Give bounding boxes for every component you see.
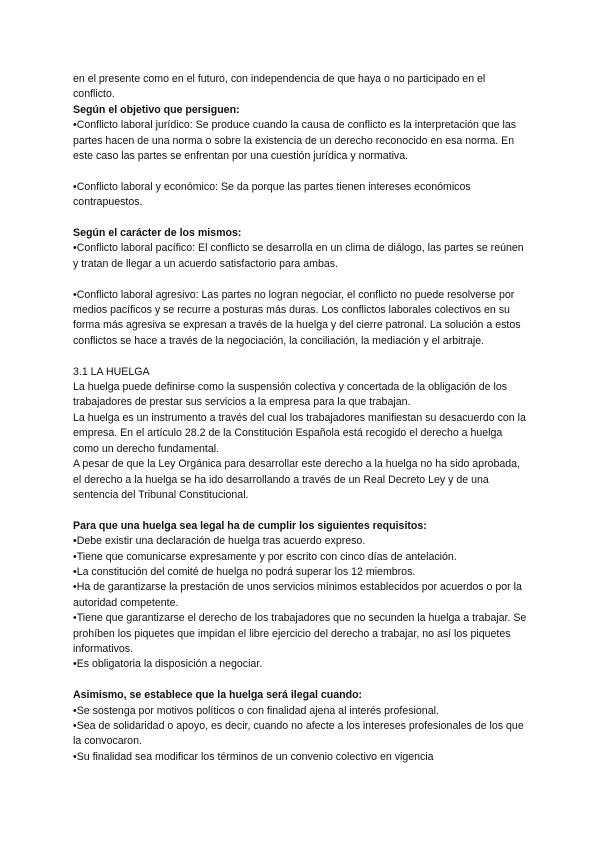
huelga-paragraph-1: La huelga puede definirse como la suspensión colectiva y concertada de la obligación de los trabajadores de prestar sus servicios a la empresa para la que trabajan. bbox=[73, 381, 508, 409]
list-item-requisito: •Tiene que comunicarse expresamente y por escrito con cinco días de antelación. bbox=[73, 550, 457, 563]
list-item-ilegal: •Sea de solidaridad o apoyo, es decir, cuando no afecte a los intereses profesionales de los que la convocaron. bbox=[73, 719, 524, 748]
spacer bbox=[73, 164, 530, 179]
spacer bbox=[73, 211, 530, 226]
spacer bbox=[73, 349, 530, 364]
huelga-paragraph-3: A pesar de que la Ley Orgánica para desarrollar este derecho a la huelga no ha sido aprobada, el derecho a la huelga se ha ido desarrollando a través de un Real Decreto Ley y de una sentencia del Tribunal Constitucional. bbox=[73, 458, 521, 501]
section-title-huelga: 3.1 LA HUELGA bbox=[73, 365, 150, 378]
list-item-requisito: •Es obligatoria la disposición a negociar. bbox=[73, 658, 263, 671]
item-conflicto-pacifico: •Conflicto laboral pacífico: El conflicto se desarrolla en un clima de diálogo, las partes se reúnen y tratan de llegar a un acuerdo satisfactorio para ambas. bbox=[73, 242, 524, 270]
list-item-ilegal: •Su finalidad sea modificar los términos de un convenio colectivo en vigencia bbox=[73, 750, 434, 763]
heading-requisitos: Para que una huelga sea legal ha de cumplir los siguientes requisitos: bbox=[73, 519, 427, 532]
spacer bbox=[73, 503, 530, 518]
huelga-paragraph-2: La huelga es un instrumento a través del cual los trabajadores manifiestan su desacuerdo con la empresa. En el artículo 28.2 de la Constitución Española está recogido el derecho a huelga como un derecho fundamental. bbox=[73, 411, 526, 455]
heading-objetivo: Según el objetivo que persiguen: bbox=[73, 103, 240, 116]
item-conflicto-juridico: •Conflicto laboral jurídico: Se produce cuando la causa de conflicto es la interpretación que las partes hacen de una norma o sobre la existencia de un derecho reconocido en esa norma. En este caso las partes se enfrentan por una cuestión jurídica y normativa. bbox=[73, 119, 517, 163]
item-conflicto-agresivo: •Conflicto laboral agresivo: Las partes no logran negociar, el conflicto no puede resolverse por medios pacíficos y se recurre a posturas más duras. Los conflictos laborales colectivos en su forma más agresiva se expresan a través de la huelga y del cierre patronal. La solución a estos conflictos se hace a través de la negociación, la conciliación, la mediación y el arbitraje. bbox=[73, 288, 521, 347]
intro-paragraph: en el presente como en el futuro, con independencia de que haya o no participado en el conflicto. bbox=[73, 73, 486, 101]
list-item-ilegal: •Se sostenga por motivos políticos o con finalidad ajena al interés profesional. bbox=[73, 704, 439, 717]
heading-caracter: Según el carácter de los mismos: bbox=[73, 227, 242, 240]
list-item-requisito: •Tiene que garantizarse el derecho de los trabajadores que no secunden la huelga a trabajar. Se prohíben los piquetes que impidan el libre ejercicio del derecho a trabajar, no así los piquetes informativos. bbox=[73, 612, 527, 655]
spacer bbox=[73, 272, 530, 287]
item-conflicto-economico: •Conflicto laboral y económico: Se da porque las partes tienen intereses económicos contrapuestos. bbox=[73, 180, 471, 209]
spacer bbox=[73, 673, 530, 688]
list-item-requisito: •La constitución del comité de huelga no podrá superar los 12 miembros. bbox=[73, 565, 416, 578]
list-item-requisito: •Debe existir una declaración de huelga tras acuerdo expreso. bbox=[73, 535, 366, 548]
list-item-requisito: •Ha de garantizarse la prestación de unos servicios mínimos establecidos por acuerdos o por la autoridad competente. bbox=[73, 581, 522, 609]
heading-ilegal: Asimismo, se establece que la huelga será ilegal cuando: bbox=[73, 689, 363, 702]
